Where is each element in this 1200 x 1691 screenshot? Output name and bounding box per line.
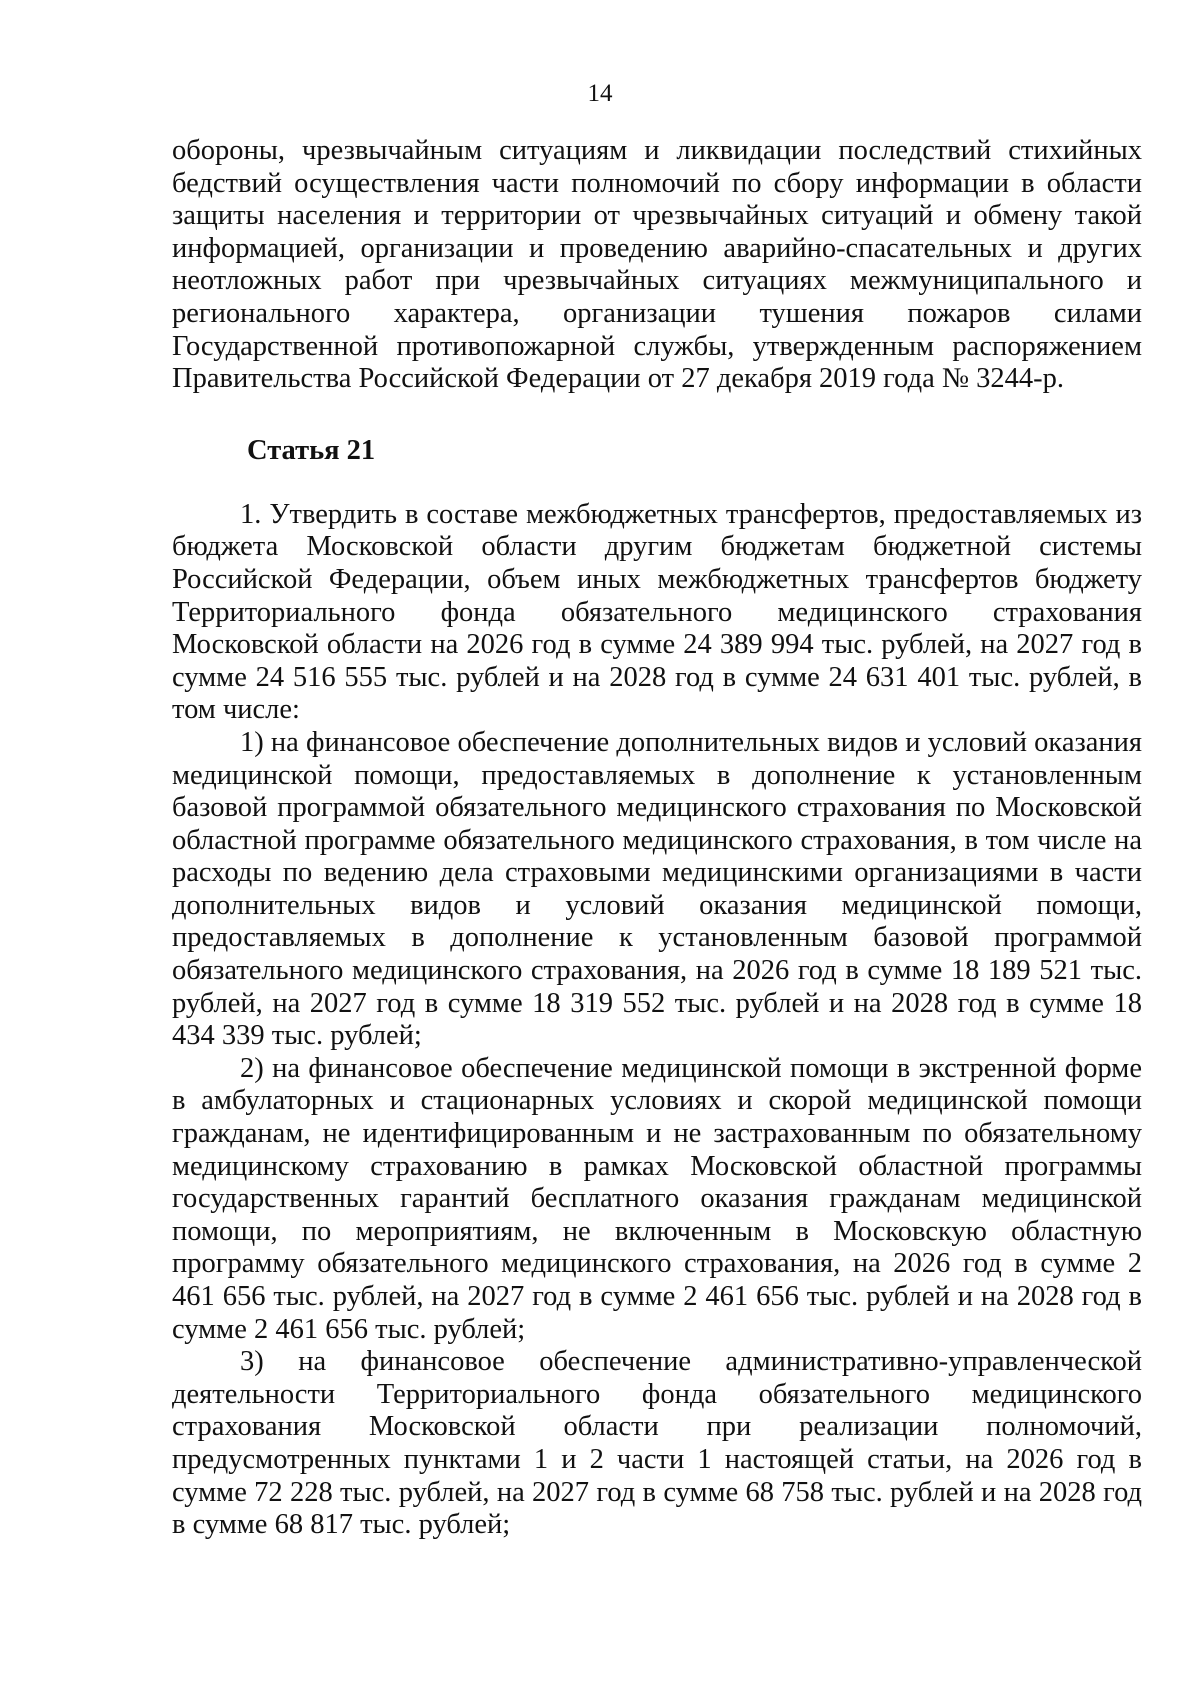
article-heading: Статья 21 [247, 434, 376, 466]
paragraph-item-1: 1) на финансовое обеспечение дополнительных видов и условий оказания медицинской помощи, предоставляемых в дополнение к установленным базовой программой обязательного медицинского страхования по Московской областной программе обязательного медицинского страхования, в том числе на расходы по ведению дела страховыми медицинскими организациями в части дополнительных видов и условий оказания медицинской помощи, предоставляемых в дополнение к установленным базовой программой обязательного медицинского страхования, на 2026 год в сумме 18 189 521 тыс. рублей, на 2027 год в сумме 18 319 552 тыс. рублей и на 2028 год в сумме 18 434 339 тыс. рублей; [172, 726, 1142, 1052]
page-number: 14 [587, 80, 613, 107]
paragraph-article-21-part-1: 1. Утвердить в составе межбюджетных трансфертов, предоставляемых из бюджета Московской области другим бюджетам бюджетной системы Российской Федерации, объем иных межбюджетных трансфертов бюджету Территориального фонда обязательного медицинского страхования Московской области на 2026 год в сумме 24 389 994 тыс. рублей, на 2027 год в сумме 24 516 555 тыс. рублей и на 2028 год в сумме 24 631 401 тыс. рублей, в том числе: [172, 498, 1142, 726]
paragraph-item-2: 2) на финансовое обеспечение медицинской помощи в экстренной форме в амбулаторных и стационарных условиях и скорой медицинской помощи гражданам, не идентифицированным и не застрахованным по обязательному медицинскому страхованию в рамках Московской областной программы государственных гарантий бесплатного оказания гражданам медицинской помощи, по мероприятиям, не включенным в Московскую областную программу обязательного медицинского страхования, на 2026 год в сумме 2 461 656 тыс. рублей, на 2027 год в сумме 2 461 656 тыс. рублей и на 2028 год в сумме 2 461 656 тыс. рублей; [172, 1052, 1142, 1345]
paragraph-item-3: 3) на финансовое обеспечение административно-управленческой деятельности Территориального фонда обязательного медицинского страхования Московской области при реализации полномочий, предусмотренных пунктами 1 и 2 части 1 настоящей статьи, на 2026 год в сумме 72 228 тыс. рублей, на 2027 год в сумме 68 758 тыс. рублей и на 2028 год в сумме 68 817 тыс. рублей; [172, 1346, 1142, 1541]
intro-paragraph: обороны, чрезвычайным ситуациям и ликвидации последствий стихийных бедствий осуществления части полномочий по сбору информации в области защиты населения и территории от чрезвычайных ситуаций и обмену такой информацией, организации и проведению аварийно-спасательных и других неотложных работ при чрезвычайных ситуациях межмуниципального и регионального характера, организации тушения пожаров силами Государственной противопожарной службы, утвержденным распоряжением Правительства Российской Федерации от 27 декабря 2019 года № 3244-р. [172, 135, 1142, 395]
document-body [172, 135, 1142, 1542]
